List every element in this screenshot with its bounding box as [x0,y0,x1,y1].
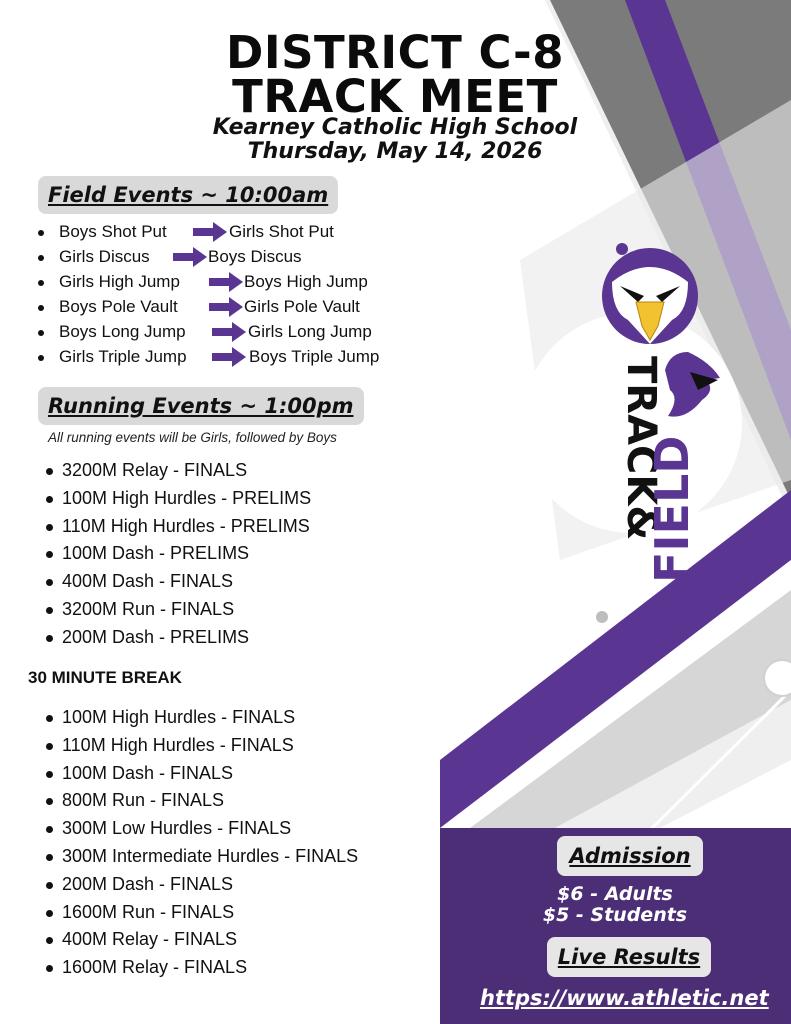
arrow-right-icon [212,347,246,367]
field-event-first: Boys Shot Put [59,222,167,241]
field-event-second: Girls Pole Vault [244,297,360,316]
break-label: 30 MINUTE BREAK [28,668,182,687]
bullet-icon [38,355,44,361]
running-session-1-list [46,457,311,652]
running-event-item: 3200M Relay - FINALS [46,457,311,485]
field-event-second: Boys Discus [208,247,302,266]
arrow-right-icon [173,247,207,267]
running-events-heading: Running Events ~ 1:00pm [38,387,364,425]
running-event-item: 300M Intermediate Hurdles - FINALS [46,843,358,871]
running-session-2-list [46,704,358,982]
bullet-icon [38,330,44,336]
field-event-first: Boys Pole Vault [59,297,178,316]
running-event-item: 110M High Hurdles - PRELIMS [46,513,311,541]
field-events-heading: Field Events ~ 10:00am [38,176,338,214]
running-events-note: All running events will be Girls, followed by Boys [48,430,337,445]
running-event-item: 1600M Relay - FINALS [46,954,358,982]
school-name: Kearney Catholic High School [212,115,578,140]
arrow-right-icon [212,322,246,342]
bullet-icon [38,280,44,286]
track-and-field-logo [520,240,780,600]
running-event-item: 3200M Run - FINALS [46,596,311,624]
page-title [160,26,630,123]
title-line-2: TRACK MEET [232,70,558,123]
arrow-right-icon [209,297,243,317]
running-event-item: 100M High Hurdles - FINALS [46,704,358,732]
field-event-second: Girls Long Jump [248,322,372,341]
bullet-icon [38,255,44,261]
field-event-second: Girls Shot Put [229,222,334,241]
running-event-item: 100M High Hurdles - PRELIMS [46,485,311,513]
arrow-right-icon [193,222,227,242]
admission-heading: Admission [557,836,703,876]
running-event-item: 400M Relay - FINALS [46,926,358,954]
running-event-item: 100M Dash - FINALS [46,760,358,788]
title-line-1: DISTRICT C-8 [225,26,565,79]
field-event-second: Boys High Jump [244,272,368,291]
results-link[interactable]: https://www.athletic.net [480,986,769,1010]
bullet-icon [38,230,44,236]
meet-date: Thursday, May 14, 2026 [247,139,543,164]
running-event-item: 1600M Run - FINALS [46,899,358,927]
field-event-first: Boys Long Jump [59,322,186,341]
running-event-item: 110M High Hurdles - FINALS [46,732,358,760]
admission-prices [500,884,730,926]
field-event-second: Boys Triple Jump [249,347,380,366]
running-event-item: 800M Run - FINALS [46,787,358,815]
logo-word-track: TRACK& [618,356,664,541]
price-students: $5 - Students [542,904,688,926]
field-event-first: Girls Triple Jump [59,347,187,366]
price-adults: $6 - Adults [557,883,673,905]
field-event-first: Girls High Jump [59,272,180,291]
running-event-item: 100M Dash - PRELIMS [46,540,311,568]
logo-word-field: FIELD [645,435,699,583]
live-results-heading: Live Results [547,937,711,977]
running-event-item: 200M Dash - FINALS [46,871,358,899]
running-event-item: 300M Low Hurdles - FINALS [46,815,358,843]
running-event-item: 200M Dash - PRELIMS [46,624,311,652]
arrow-right-icon [209,272,243,292]
running-event-item: 400M Dash - FINALS [46,568,311,596]
bullet-icon [38,305,44,311]
field-event-first: Girls Discus [59,247,150,266]
page-subtitle [150,116,640,164]
